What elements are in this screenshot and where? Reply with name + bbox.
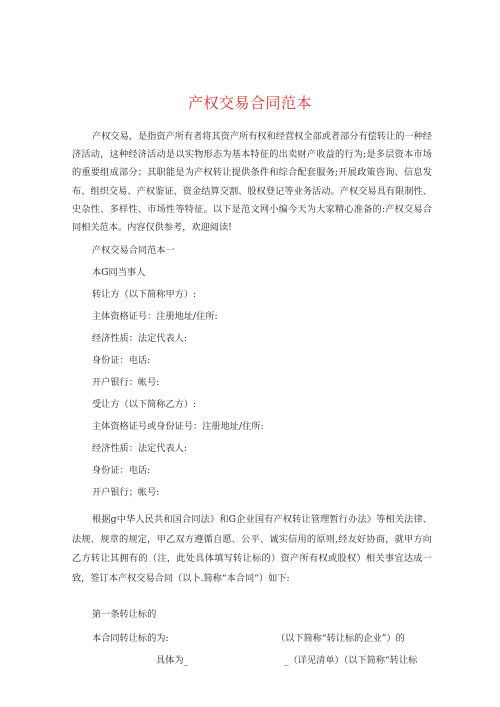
basis-paragraph [72,510,432,588]
party-line: 经济性质：法定代表人: [92,443,187,454]
sample-heading: 产权交易合同范本一 [92,245,175,256]
clause-label: 具体为_ [156,655,189,666]
clause-text: （以下简称“转让标的企业”）的 [276,633,405,644]
clause-text: _（详见清单）（以下简称“转让标 [284,655,418,666]
article-heading: 第一条转让标的 [92,609,157,620]
party-line: 身份证：电话: [92,465,151,476]
document-title: 产权交易合同范本 [187,94,312,112]
party-line: 经济性质：法定代表人: [92,333,187,344]
clause-label: 本合同转让标的为: [92,633,169,644]
intro-text: 产权交易，是指资产所有者将其资产所有权和经营权全部或者部分有偿转让的一种经济活动，这种经济活动是以实物形态为基本特征的出卖财产收益的行为;是多层资本市场的重要组成部分；其职能是为产权转让提供条件和综合配套服务;开展政策咨询、信息发布、组织交易、产权鉴证、资金结算交割、股权登记等业务活动。产权交易具有限制性、史杂性、多样性、市场性等特征。以下是范文网小编今天为大家精心准备的:产权交易合同相关范本。内容仅供参考，欢迎阅读! [72,131,432,234]
basis-text: 根据g中华人民共和国合同法》和G企业国有产权转让管理暂行办法》等相关法律、法规、规章的规定，甲乙双方遵循自愿、公平、诚实信用的原则,经友好协商，就甲方向乙方转让其拥有的（注，此处具体填写转让标的）资产所有权或股权）相关事宜达成一致，签订本产权交易合同（以卜.简称“本合同“）如下: [72,514,432,584]
party-line: 身份证：电话: [92,355,151,366]
party-line: 转让方（以下简称甲方）: [92,289,197,300]
party-line: 本G同当事人 [92,267,146,278]
party-line: 开户银行；帐号: [92,487,160,498]
party-line: 受让方（以下简称乙方）: [92,399,197,410]
party-line: 主体资格证号或身份证号：注册地址/住所: [92,421,264,432]
intro-paragraph [72,128,432,237]
party-line: 主体资格证号：注册地址/住所: [92,311,218,322]
party-line: 开户银行：帐号: [92,377,160,388]
